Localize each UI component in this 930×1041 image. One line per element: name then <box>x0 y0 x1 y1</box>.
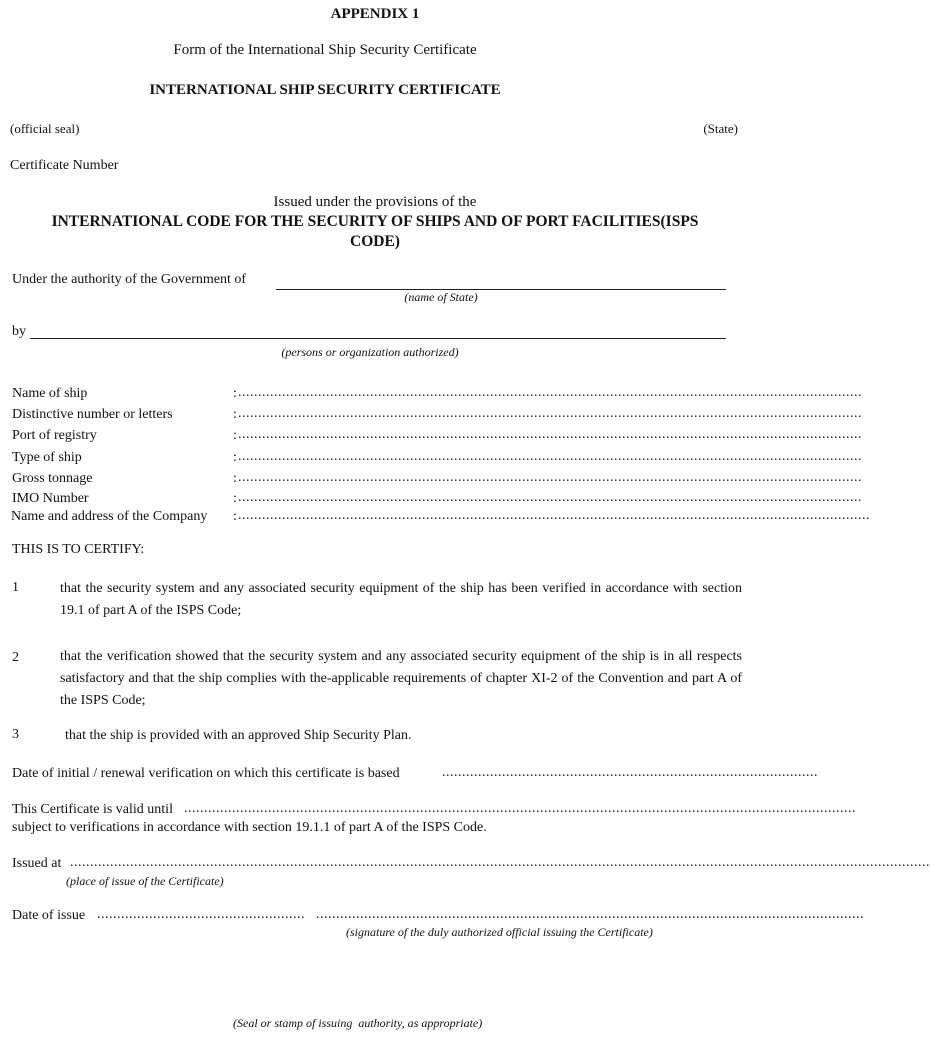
imo-number-field[interactable]: ............................................................................................................................................................ <box>238 490 862 505</box>
field-colon: : <box>233 491 237 506</box>
initial-verification-field[interactable]: .............................................................................................. <box>442 765 818 780</box>
appendix-heading: APPENDIX 1 <box>330 6 420 22</box>
initial-verification-label: Date of initial / renewal verification on which this certificate is based <box>12 766 400 781</box>
field-colon: : <box>233 509 237 524</box>
certificate-title: INTERNATIONAL SHIP SECURITY CERTIFICATE <box>149 82 501 98</box>
issued-at-label: Issued at <box>12 856 62 871</box>
issued-under-line1: Issued under the provisions of the <box>273 194 477 210</box>
issued-at-hint: (place of issue of the Certificate) <box>66 874 224 888</box>
subject-to-text: subject to verifications in accordance with section 19.1.1 of part A of the ISPS Code. <box>12 820 487 835</box>
distinctive-number-field[interactable]: ............................................................................................................................................................ <box>238 406 862 421</box>
field-label-distinctive-number: Distinctive number or letters <box>12 407 173 422</box>
clause-2-text: that the verification showed that the security system and any associated security equipment of the ship is in all respects satisfactory and that the ship complies with the-applicable requirements of chapter XI-2 of the Convention and part A of the ISPS Code; <box>60 649 742 708</box>
authority-hint: (name of State) <box>404 290 478 304</box>
field-label-ship-name: Name of ship <box>12 386 88 401</box>
issued-under-code-title-cont: CODE) <box>350 233 400 250</box>
field-label-type-of-ship: Type of ship <box>12 450 82 465</box>
company-field[interactable]: .............................................................................................................................................................. <box>238 508 870 523</box>
date-of-issue-label: Date of issue <box>12 908 86 923</box>
field-colon: : <box>233 428 237 443</box>
clause-number: 2 <box>12 650 19 665</box>
certificate-number-label: Certificate Number <box>10 158 119 173</box>
by-input-line[interactable] <box>30 338 726 339</box>
valid-until-label: This Certificate is valid until <box>12 802 173 817</box>
field-label-port-of-registry: Port of registry <box>12 428 97 443</box>
valid-until-field[interactable]: ........................................................................................................................................................................ <box>184 801 856 816</box>
field-colon: : <box>233 471 237 486</box>
field-label-company: Name and address of the Company <box>11 509 208 524</box>
by-hint: (persons or organization authorized) <box>281 345 459 359</box>
field-label-imo-number: IMO Number <box>12 491 89 506</box>
field-colon: : <box>233 386 237 401</box>
clause-1-text: that the security system and any associated security equipment of the ship has been verified in accordance with section 19.1 of part A of the ISPS Code; <box>60 581 742 618</box>
form-title: Form of the International Ship Security Certificate <box>173 42 477 58</box>
clause-3-text: that the ship is provided with an approved Ship Security Plan. <box>65 728 412 743</box>
field-label-gross-tonnage: Gross tonnage <box>12 471 93 486</box>
certify-heading: THIS IS TO CERTIFY: <box>12 542 145 557</box>
type-of-ship-field[interactable]: ............................................................................................................................................................ <box>238 449 862 464</box>
port-of-registry-field[interactable]: ............................................................................................................................................................ <box>238 427 862 442</box>
state-label: (State) <box>703 121 738 136</box>
issued-under-code-title: INTERNATIONAL CODE FOR THE SECURITY OF SHIPS AND OF PORT FACILITIES(ISPS <box>51 213 699 230</box>
ship-name-field[interactable]: ............................................................................................................................................................ <box>238 385 862 400</box>
by-label: by <box>12 324 26 339</box>
official-seal-label: (official seal) <box>10 121 80 136</box>
signature-field[interactable]: ......................................................................................................................................... <box>316 907 864 922</box>
field-colon: : <box>233 407 237 422</box>
clause-number: 1 <box>12 580 19 595</box>
seal-footer: (Seal or stamp of issuing authority, as appropriate) <box>233 1016 483 1030</box>
authority-label: Under the authority of the Government of <box>12 272 247 287</box>
clause-number: 3 <box>12 727 19 742</box>
field-colon: : <box>233 450 237 465</box>
signature-hint: (signature of the duly authorized official issuing the Certificate) <box>346 925 653 939</box>
issued-at-field[interactable]: ....................................................................................................................................................................................................................... <box>70 855 930 870</box>
date-of-issue-field[interactable]: .................................................... <box>97 907 305 922</box>
gross-tonnage-field[interactable]: ............................................................................................................................................................ <box>238 470 862 485</box>
